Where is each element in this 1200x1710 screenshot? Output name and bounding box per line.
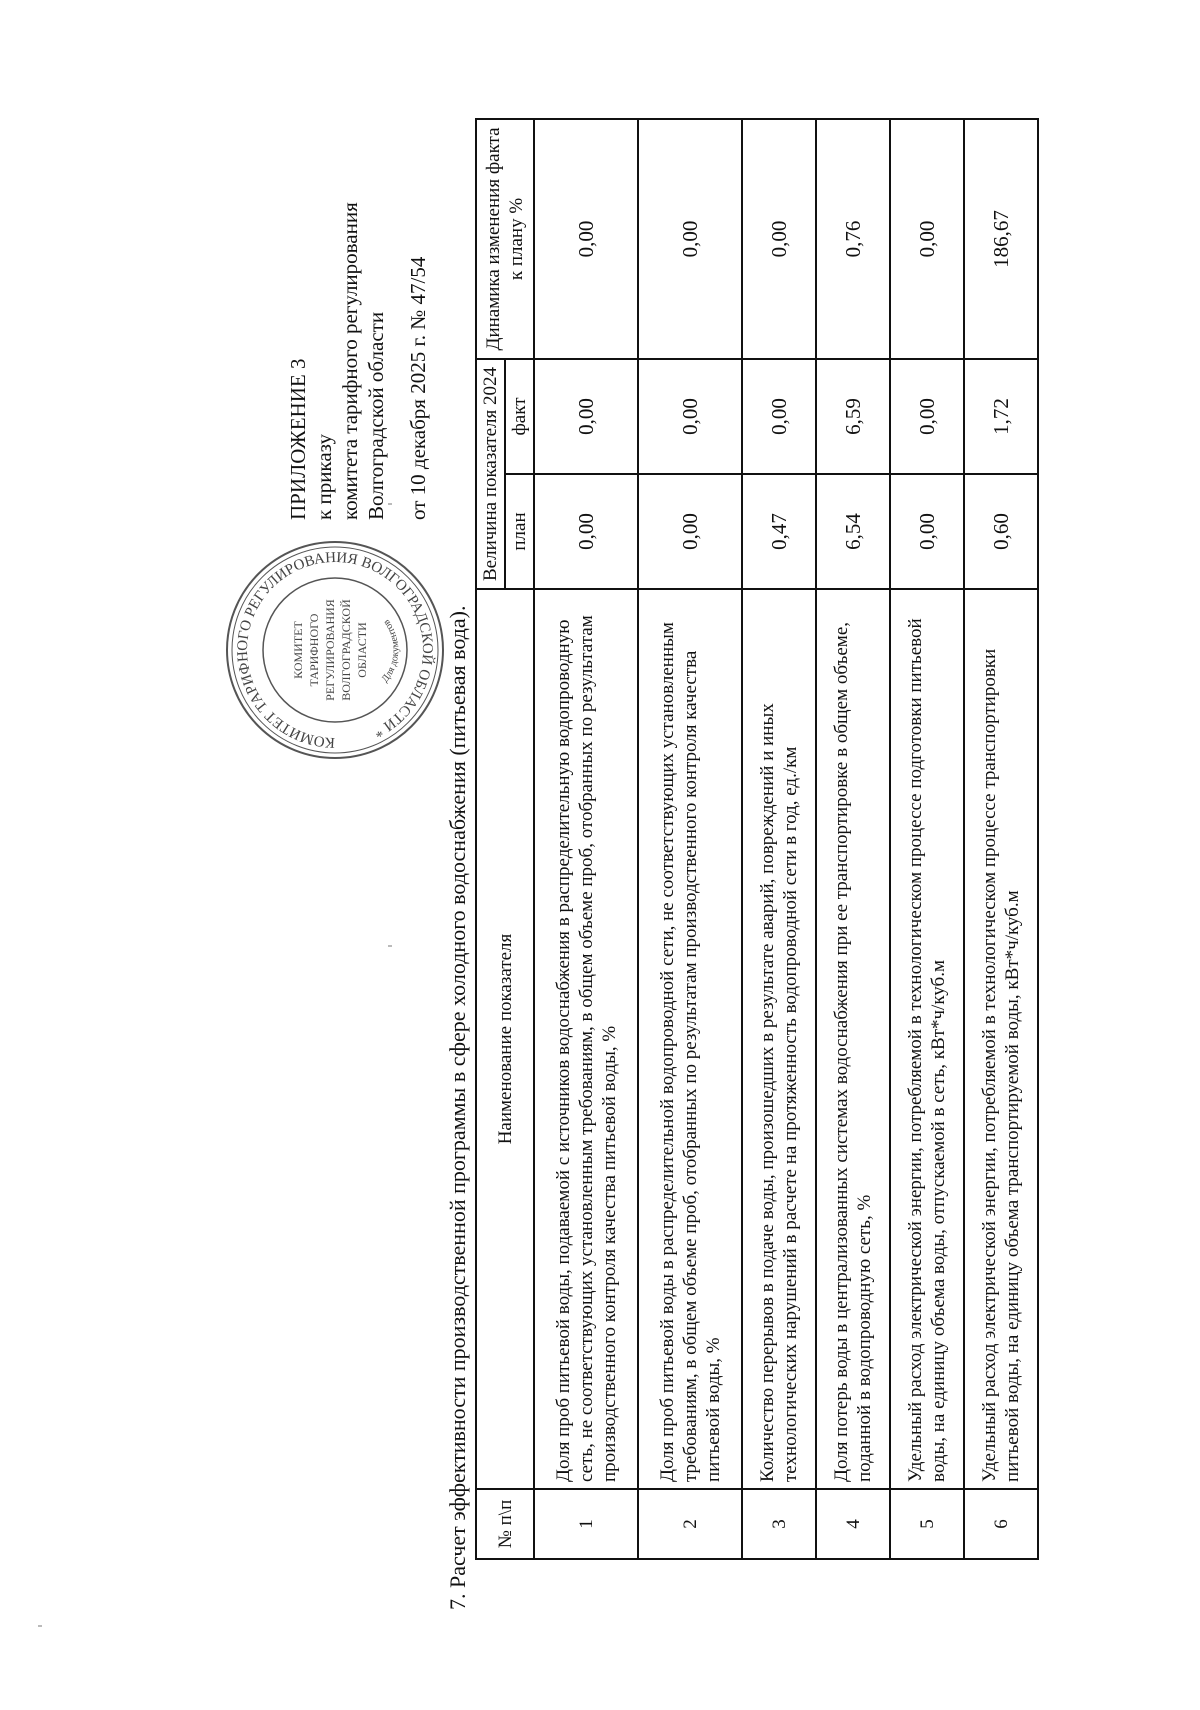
table-row [534, 119, 638, 1559]
appendix-line-order: к приказу [312, 434, 336, 520]
appendix-header [285, 80, 431, 520]
row-dynamics: 0,76 [816, 119, 890, 359]
stamp-center-line-5: ОБЛАСТИ [355, 622, 369, 678]
row-plan: 0,60 [964, 474, 1038, 589]
stamp-center-line-3: РЕГУЛИРОВАНИЯ [323, 599, 337, 701]
table-row [742, 119, 816, 1559]
row-num: 3 [742, 1489, 816, 1559]
table-row [816, 119, 890, 1559]
row-plan: 0,47 [742, 474, 816, 589]
scan-speck [38, 1625, 42, 1627]
row-fact: 6,59 [816, 359, 890, 474]
header-fact: факт [505, 359, 534, 474]
row-dynamics: 186,67 [964, 119, 1038, 359]
row-dynamics: 0,00 [742, 119, 816, 359]
row-plan: 0,00 [890, 474, 964, 589]
header-dynamics: Динамика изменения факта к плану % [476, 119, 534, 359]
row-name: Удельный расход электрической энергии, потребляемой в технологическом процессе подготовки питьевой воды, на единицу объема воды, отпускаемой в сеть, кВт*ч/куб.м [890, 589, 964, 1489]
header-num: № п\п [476, 1489, 534, 1559]
stamp-ring-text: КОМИТЕТ ТАРИФНОГО РЕГУЛИРОВАНИЯ ВОЛГОГРАДСКОЙ ОБЛАСТИ * [234, 549, 436, 751]
row-fact: 1,72 [964, 359, 1038, 474]
row-num: 6 [964, 1489, 1038, 1559]
table-header-row-1 [476, 119, 505, 1559]
row-name: Количество перерывов в подаче воды, произошедших в результате аварий, повреждений и иных технологических нарушений в расчете на протяженность водопроводной сети в год, ед./км [742, 589, 816, 1489]
row-name: Доля проб питьевой воды в распределительной водопроводной сети, не соответствующих установленным требованиям, в общем объеме проб, отобранных по результатам производственного контроля качества питьевой воды, % [638, 589, 742, 1489]
row-num: 5 [890, 1489, 964, 1559]
row-fact: 0,00 [742, 359, 816, 474]
row-name: Доля потерь воды в централизованных системах водоснабжения при ее транспортировке в общем объеме, поданной в водопроводную сеть, % [816, 589, 890, 1489]
row-plan: 0,00 [534, 474, 638, 589]
row-num: 2 [638, 1489, 742, 1559]
appendix-line-committee: комитета тарифного регулирования [338, 202, 362, 520]
row-plan: 6,54 [816, 474, 890, 589]
row-name: Доля проб питьевой воды, подаваемой с источников водоснабжения в распределительную водопроводную сеть, не соответствующих установленным требованиям, в общем объеме проб, отобранных по результатам производственного контроля качества питьевой воды, % [534, 589, 638, 1489]
table-row [890, 119, 964, 1559]
row-fact: 0,00 [890, 359, 964, 474]
scan-speck [388, 503, 392, 505]
appendix-line-date: от 10 декабря 2025 г. № 47/54 [406, 256, 430, 520]
header-name: Наименование показателя [476, 589, 534, 1489]
row-num: 1 [534, 1489, 638, 1559]
stamp-center-line-2: ТАРИФНОГО [307, 613, 321, 687]
stamp-center-line-4: ВОЛГОГРАДСКОЙ [339, 599, 353, 701]
stamp-center-line-1: КОМИТЕТ [291, 621, 305, 679]
header-plan: план [505, 474, 534, 589]
official-stamp [220, 535, 450, 765]
row-dynamics: 0,00 [638, 119, 742, 359]
row-dynamics: 0,00 [890, 119, 964, 359]
table-title: 7. Расчет эффективности производственной программы в сфере холодного водоснабжения (питьевая вода). [445, 605, 470, 1610]
row-fact: 0,00 [638, 359, 742, 474]
row-fact: 0,00 [534, 359, 638, 474]
scan-speck [388, 945, 392, 947]
rotated-landscape-sheet [65, 60, 1125, 1650]
stamp-bottom-text: Для документов [379, 617, 402, 685]
table-row [964, 119, 1038, 1559]
row-plan: 0,00 [638, 474, 742, 589]
appendix-title: ПРИЛОЖЕНИЕ 3 [286, 358, 310, 520]
row-name: Удельный расход электрической энергии, потребляемой в технологическом процессе транспортировки питьевой воды, на единицу объема транспортируемой воды, кВт*ч/куб.м [964, 589, 1038, 1489]
appendix-line-region: Волгоградской области [364, 311, 388, 520]
row-num: 4 [816, 1489, 890, 1559]
row-dynamics: 0,00 [534, 119, 638, 359]
header-value-group: Величина показателя 2024 [476, 359, 505, 589]
efficiency-table [475, 118, 1039, 1560]
table-row [638, 119, 742, 1559]
